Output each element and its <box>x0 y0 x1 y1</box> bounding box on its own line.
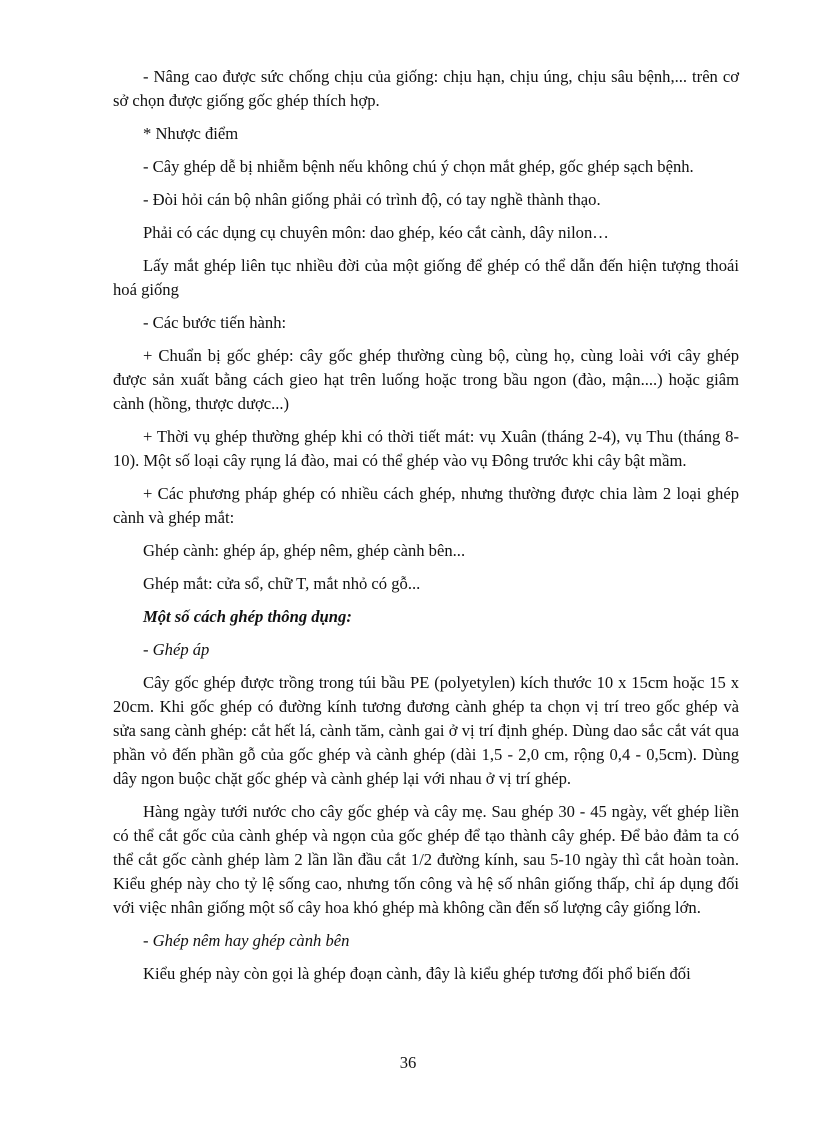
paragraph-degeneration: Lấy mắt ghép liên tục nhiều đời của một giống để ghép có thể dẫn đến hiện tượng thoái hoá giống <box>113 256 739 299</box>
section-heading-common-methods: Một số cách ghép thông dụng: <box>143 607 352 626</box>
paragraph-disadvantages-heading: * Nhược điểm <box>143 124 239 143</box>
subheading-cleft-side-graft: - Ghép nêm hay ghép cành bên <box>143 931 350 950</box>
paragraph-cleft-graft-intro: Kiểu ghép này còn gọi là ghép đoạn cành, đây là kiểu ghép tương đối phổ biến đối <box>143 964 691 983</box>
paragraph-grafting-methods: + Các phương pháp ghép có nhiều cách ghép, nhưng thường được chia làm 2 loại ghép cành và ghép mắt: <box>113 484 739 527</box>
paragraph-approach-graft-procedure: Cây gốc ghép được trồng trong túi bầu PE (polyetylen) kích thước 10 x 15cm hoặc 15 x 20cm. Khi gốc ghép có đường kính tương đương cành ghép ta chọn vị trí treo gốc ghép và sửa sang cành ghép: cắt hết lá, cành tăm, cành gai ở vị trí định ghép. Dùng dao sắc cắt vát qua phần vỏ đến phần gỗ của gốc ghép và cành ghép (dài 1,5 - 2,0 cm, rộng 0,4 - 0,5cm). Dùng dây ngon buộc chặt gốc ghép và cành ghép lại với nhau ở vị trí ghép. <box>113 673 739 788</box>
paragraph-tools: Phải có các dụng cụ chuyên môn: dao ghép, kéo cắt cành, dây nilon… <box>143 223 609 242</box>
paragraph-grafting-season: + Thời vụ ghép thường ghép khi có thời tiết mát: vụ Xuân (tháng 2-4), vụ Thu (tháng 8-10). Một số loại cây rụng lá đào, mai có thể ghép vào vụ Đông trước khi cây bật mầm. <box>113 427 739 470</box>
paragraph-advantage-resistance: - Nâng cao được sức chống chịu của giống: chịu hạn, chịu úng, chịu sâu bệnh,... trên cơ sở chọn được giống gốc ghép thích hợp. <box>113 67 739 110</box>
paragraph-branch-grafting: Ghép cành: ghép áp, ghép nêm, ghép cành bên... <box>143 541 466 560</box>
paragraph-disease-risk: - Cây ghép dễ bị nhiễm bệnh nếu không chú ý chọn mắt ghép, gốc ghép sạch bệnh. <box>143 157 694 176</box>
paragraph-bud-grafting: Ghép mắt: cửa sổ, chữ T, mắt nhỏ có gỗ... <box>143 574 421 593</box>
paragraph-approach-graft-care: Hàng ngày tưới nước cho cây gốc ghép và cây mẹ. Sau ghép 30 - 45 ngày, vết ghép liền có thể cắt gốc của cành ghép và ngọn của gốc ghép để tạo thành cây ghép. Để bảo đảm ta có thể cắt gốc cành ghép làm 2 lần lần đầu cắt 1/2 đường kính, sau 5-10 ngày thì cắt hoàn toàn. Kiểu ghép này cho tỷ lệ sống cao, nhưng tốn công và hệ số nhân giống thấp, chỉ áp dụng đối với việc nhân giống một số cây hoa khó ghép mà không cần đến số lượng cây giống lớn. <box>113 802 739 917</box>
paragraph-skill-requirement: - Đòi hỏi cán bộ nhân giống phải có trình độ, có tay nghề thành thạo. <box>143 190 601 209</box>
paragraph-steps-heading: - Các bước tiến hành: <box>143 313 287 332</box>
document-page <box>113 65 739 995</box>
page-number: 36 <box>399 1053 417 1072</box>
subheading-approach-graft: - Ghép áp <box>143 640 210 659</box>
paragraph-rootstock-prep: + Chuẩn bị gốc ghép: cây gốc ghép thường cùng bộ, cùng họ, cùng loài với cây ghép được sản xuất bằng cách gieo hạt trên luống hoặc trong bầu ngon (đào, mận....) hoặc giâm cành (hồng, thược dược...) <box>113 346 739 413</box>
